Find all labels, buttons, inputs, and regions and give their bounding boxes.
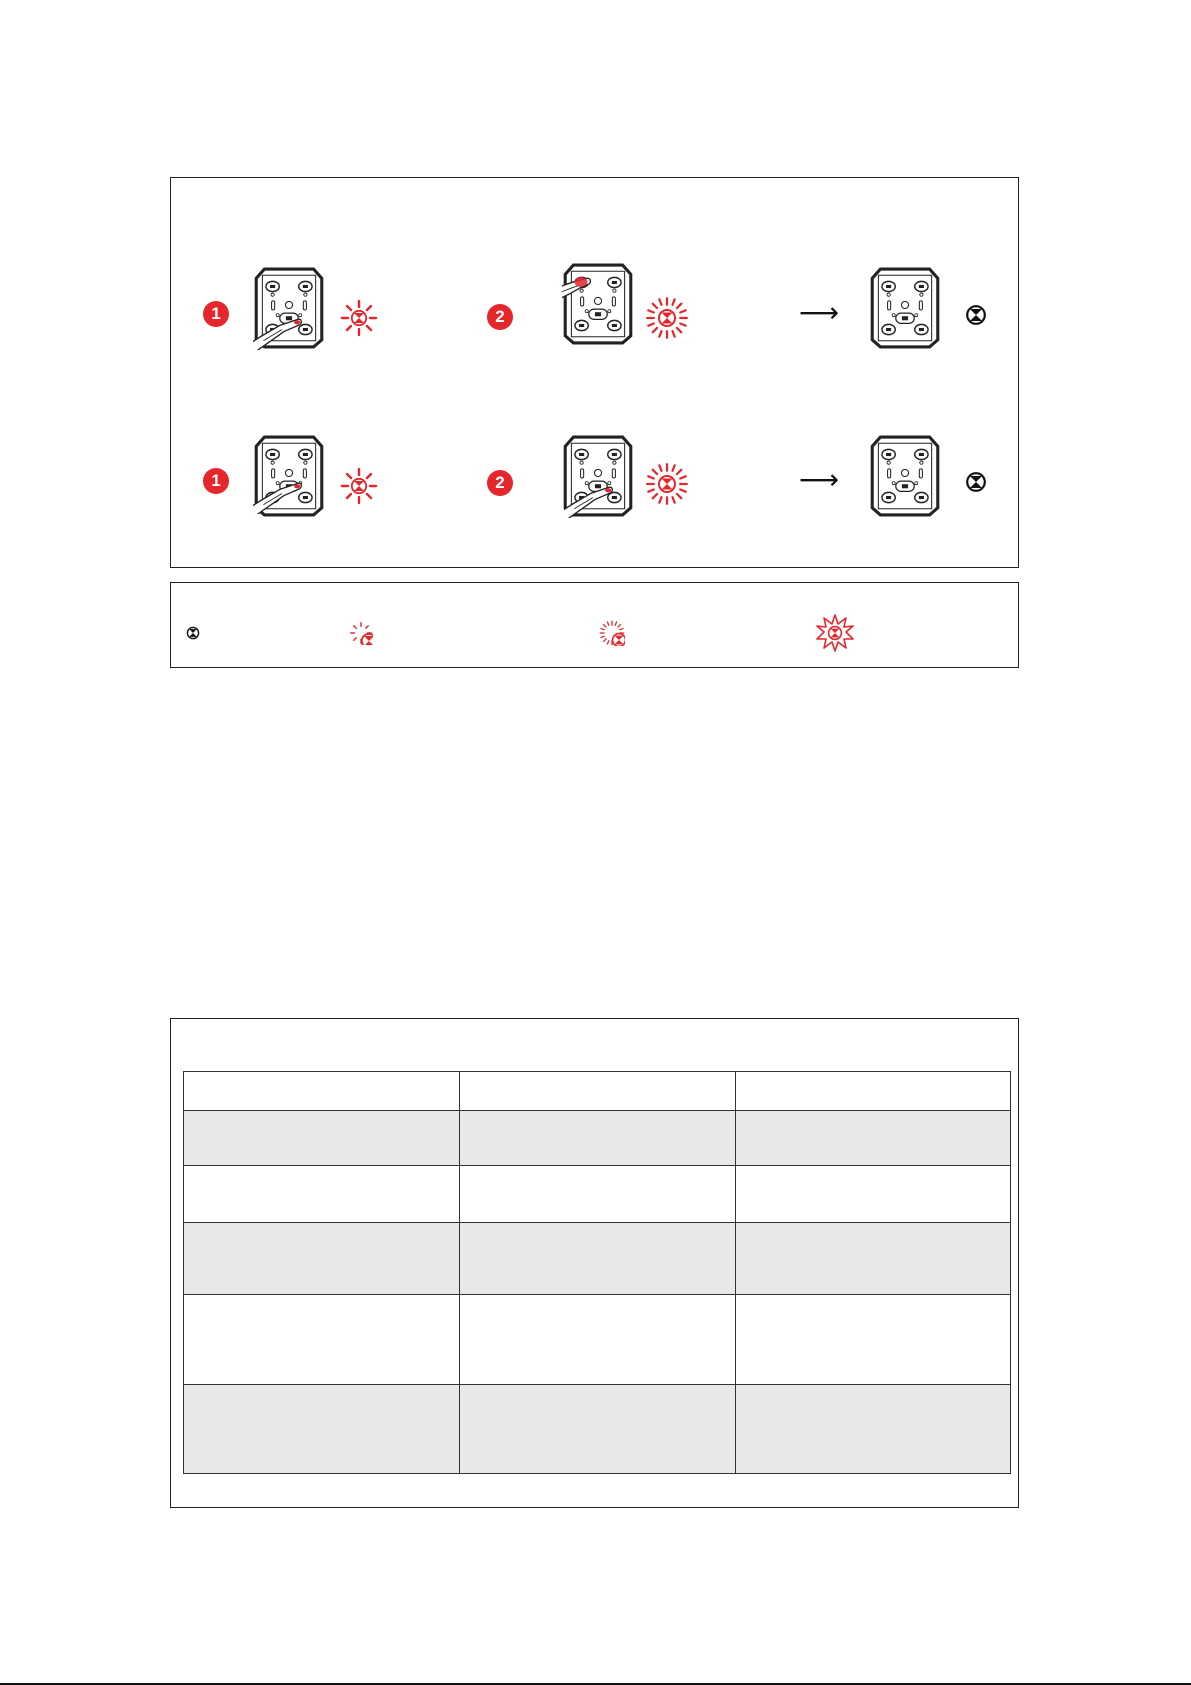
table-cell (184, 1072, 460, 1111)
led-off-icon (186, 626, 200, 640)
table-row (184, 1295, 1011, 1385)
table-cell (460, 1166, 736, 1223)
right-arrow-icon: ⟶ (799, 463, 840, 496)
led-slow-flash-icon (339, 298, 379, 338)
led-fast-flash-icon (645, 462, 689, 506)
table-cell (736, 1223, 1011, 1295)
table-row (184, 1166, 1011, 1223)
step-2-badge: 2 (487, 304, 513, 330)
step-1-badge: 1 (203, 301, 229, 327)
table-header-row (184, 1072, 1011, 1111)
remote-control-icon (562, 434, 634, 518)
table-cell (184, 1166, 460, 1223)
table-cell (184, 1223, 460, 1295)
status-table (183, 1071, 1011, 1474)
led-legend (170, 582, 1019, 668)
table-cell (736, 1385, 1011, 1474)
table-cell (736, 1111, 1011, 1166)
table-cell (184, 1385, 460, 1474)
table-panel (170, 1018, 1019, 1508)
right-arrow-icon: ⟶ (799, 296, 840, 329)
led-fast-flash-icon (645, 296, 689, 340)
step-2-badge: 2 (487, 470, 513, 496)
table-cell (460, 1295, 736, 1385)
table-row (184, 1223, 1011, 1295)
table-cell (736, 1072, 1011, 1111)
led-slow-flash-icon (339, 466, 379, 506)
led-fast-flash-icon (599, 620, 625, 646)
led-steady-icon (815, 613, 855, 653)
table-cell (736, 1166, 1011, 1223)
step-1-badge: 1 (203, 468, 229, 494)
table-cell (460, 1223, 736, 1295)
table-cell (460, 1072, 736, 1111)
led-off-icon (965, 471, 987, 493)
table-row (184, 1111, 1011, 1166)
table-cell (460, 1111, 736, 1166)
table-cell (736, 1295, 1011, 1385)
table-row (184, 1385, 1011, 1474)
instruction-panel (170, 177, 1019, 568)
table-cell (184, 1295, 460, 1385)
remote-control-icon (253, 266, 325, 350)
led-slow-flash-icon (349, 621, 373, 645)
led-off-icon (965, 304, 987, 326)
remote-control-icon (253, 434, 325, 518)
table-cell (460, 1385, 736, 1474)
remote-control-icon (869, 266, 941, 350)
remote-control-icon (562, 262, 634, 346)
remote-control-icon (869, 434, 941, 518)
table-cell (184, 1111, 460, 1166)
